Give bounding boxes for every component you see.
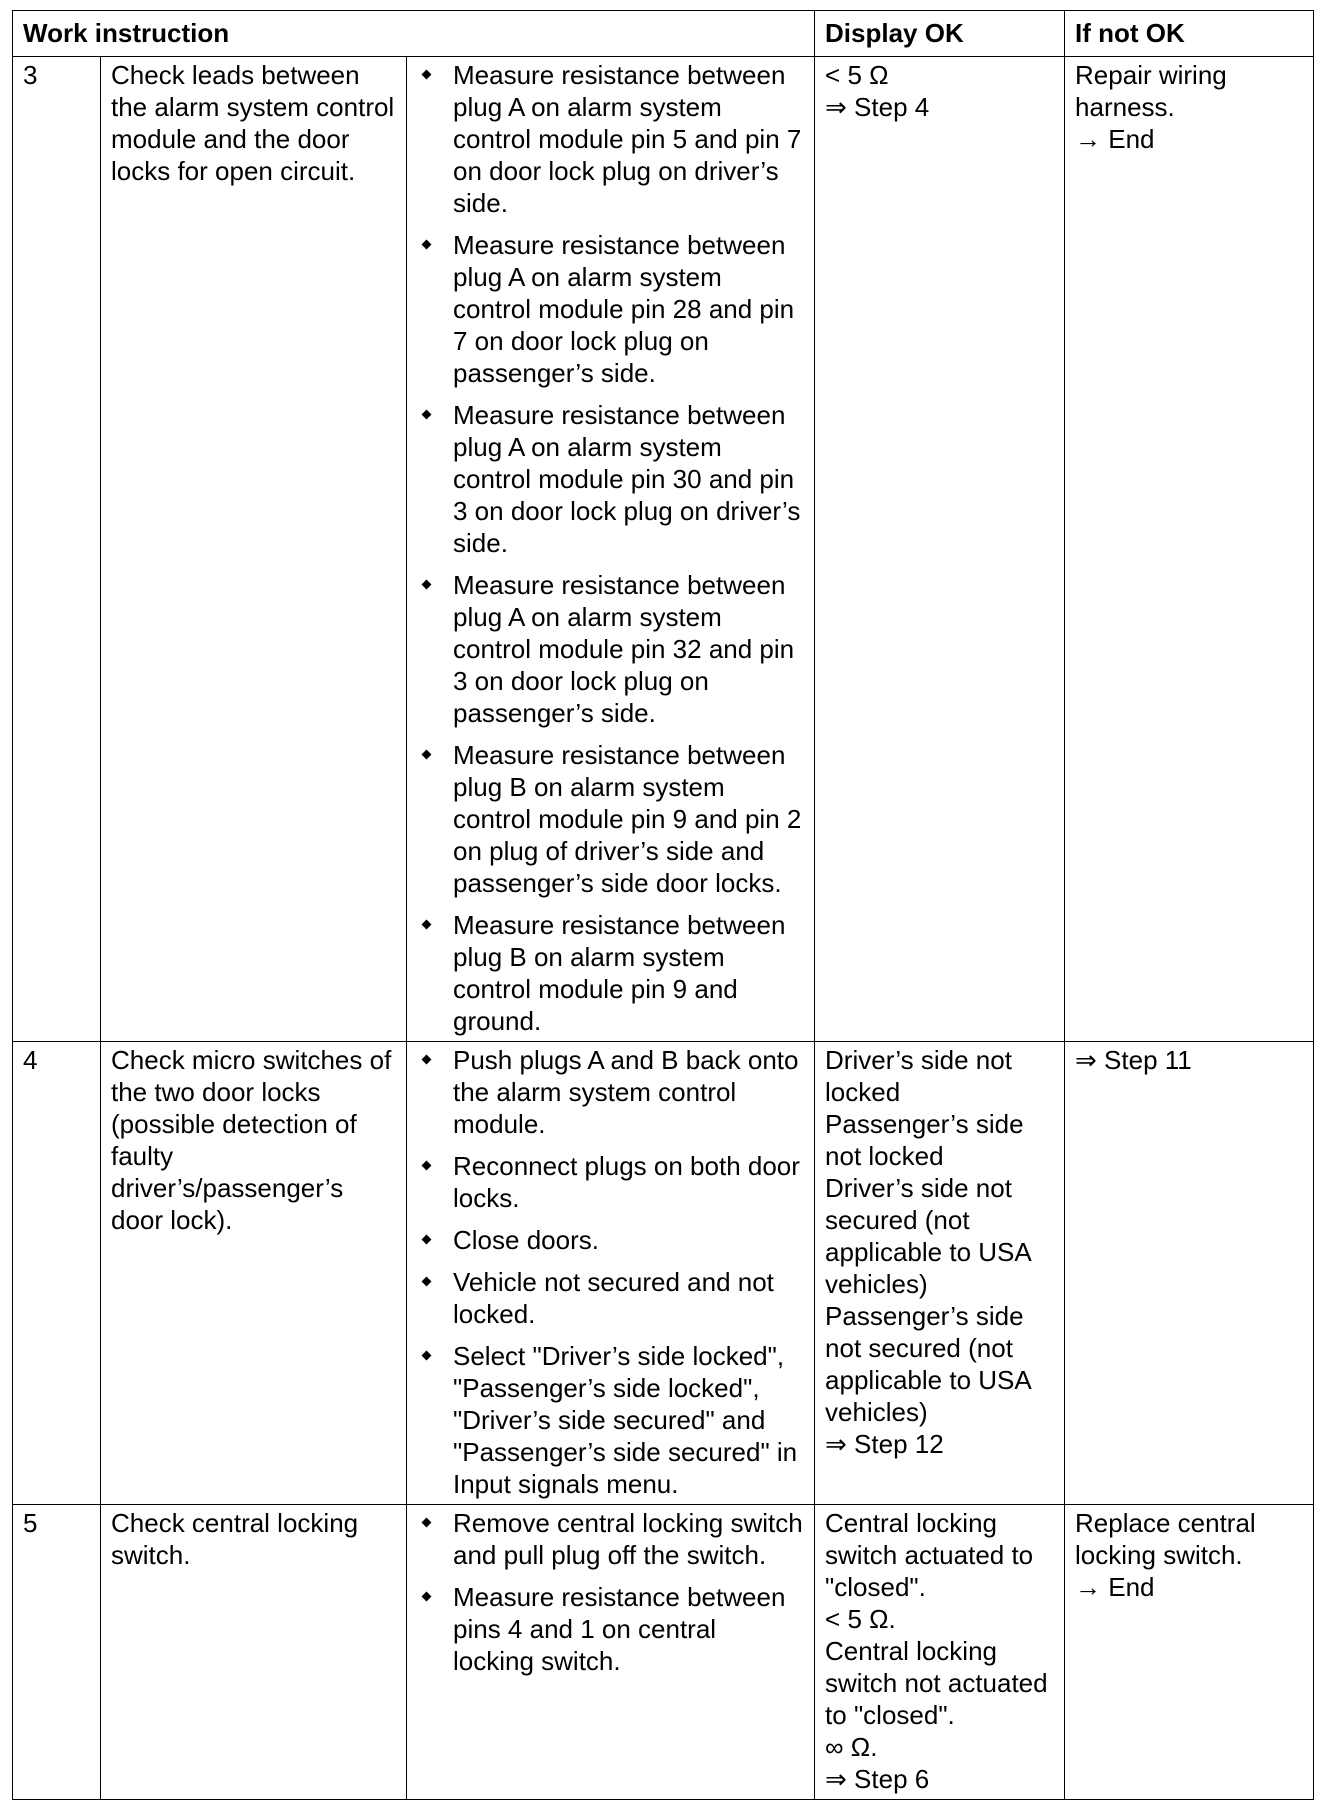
display-ok-cell — [815, 57, 1065, 1042]
bullet-diamond-icon — [422, 1518, 432, 1528]
list-item — [417, 399, 804, 559]
list-item — [417, 1507, 804, 1571]
bullet-diamond-icon — [422, 1161, 432, 1171]
instruction-text: Measure resistance between plug A on alarm system control module pin 28 and pin 7 on door lock plug on passenger’s side. — [453, 230, 795, 388]
display-ok-line: ∞ Ω. — [825, 1732, 878, 1762]
table-row — [13, 57, 1314, 1042]
display-ok-line: Driver’s side not locked — [825, 1045, 1012, 1107]
list-item — [417, 1340, 804, 1500]
display-ok-line: Central locking switch not actuated to "closed". — [825, 1636, 1048, 1730]
if-not-ok-line: ⇒ Step 11 — [1075, 1045, 1192, 1075]
bullet-diamond-icon — [422, 70, 432, 80]
instruction-steps — [407, 1042, 815, 1505]
list-item — [417, 569, 804, 729]
list-item — [417, 1224, 804, 1256]
list-item — [417, 229, 804, 389]
bullet-diamond-icon — [422, 1277, 432, 1287]
table-row — [13, 1505, 1314, 1800]
table-body — [13, 57, 1314, 1800]
list-item — [417, 1581, 804, 1677]
instruction-list — [417, 59, 804, 1037]
instruction-text: Remove central locking switch and pull plug off the switch. — [453, 1508, 803, 1570]
instruction-text: Measure resistance between plug A on alarm system control module pin 5 and pin 7 on door lock plug on driver’s side. — [453, 60, 802, 218]
work-instruction-table — [12, 10, 1314, 1800]
task-description: Check leads between the alarm system control module and the door locks for open circuit. — [101, 57, 407, 1042]
task-description: Check micro switches of the two door locks (possible detection of faulty driver’s/passenger’s door lock). — [101, 1042, 407, 1505]
task-description: Check central locking switch. — [101, 1505, 407, 1800]
display-ok-line: ⇒ Step 4 — [825, 92, 930, 122]
step-number: 4 — [13, 1042, 101, 1505]
bullet-diamond-icon — [422, 1351, 432, 1361]
display-ok-cell — [815, 1042, 1065, 1505]
bullet-diamond-icon — [422, 750, 432, 760]
list-item — [417, 909, 804, 1037]
if-not-ok-line: Repair wiring harness. — [1075, 60, 1227, 122]
instruction-text: Select "Driver’s side locked", "Passenger’s side locked", "Driver’s side secured" and "Passenger’s side secured" in Input signals menu. — [453, 1341, 798, 1499]
list-item — [417, 739, 804, 899]
list-item — [417, 1044, 804, 1140]
instruction-text: Measure resistance between plug B on alarm system control module pin 9 and pin 2 on plug of driver’s side and passenger’s side door locks. — [453, 740, 802, 898]
if-not-ok-cell — [1065, 1042, 1314, 1505]
bullet-diamond-icon — [422, 1235, 432, 1245]
instruction-steps — [407, 1505, 815, 1800]
display-ok-line: Driver’s side not secured (not applicable to USA vehicles) — [825, 1173, 1031, 1299]
if-not-ok-cell — [1065, 57, 1314, 1042]
if-not-ok-line: → End — [1075, 1572, 1155, 1602]
instruction-text: Measure resistance between plug A on alarm system control module pin 32 and pin 3 on door lock plug on passenger’s side. — [453, 570, 795, 728]
bullet-diamond-icon — [422, 920, 432, 930]
display-ok-line: Passenger’s side not secured (not applicable to USA vehicles) — [825, 1301, 1031, 1427]
bullet-diamond-icon — [422, 1592, 432, 1602]
instruction-list — [417, 1044, 804, 1500]
instruction-text: Measure resistance between pins 4 and 1 on central locking switch. — [453, 1582, 786, 1676]
step-number: 3 — [13, 57, 101, 1042]
instruction-text: Measure resistance between plug A on alarm system control module pin 30 and pin 3 on door lock plug on driver’s side. — [453, 400, 801, 558]
instruction-steps — [407, 57, 815, 1042]
display-ok-line: < 5 Ω — [825, 60, 889, 90]
instruction-list — [417, 1507, 804, 1677]
bullet-diamond-icon — [422, 240, 432, 250]
display-ok-line: Passenger’s side not locked — [825, 1109, 1024, 1171]
header-work-instruction: Work instruction — [13, 11, 815, 57]
list-item — [417, 1266, 804, 1330]
display-ok-line: ⇒ Step 12 — [825, 1429, 944, 1459]
list-item — [417, 1150, 804, 1214]
display-ok-line: Central locking switch actuated to "closed". — [825, 1508, 1034, 1602]
bullet-diamond-icon — [422, 410, 432, 420]
step-number: 5 — [13, 1505, 101, 1800]
instruction-text: Push plugs A and B back onto the alarm system control module. — [453, 1045, 799, 1139]
display-ok-line: < 5 Ω. — [825, 1604, 896, 1634]
if-not-ok-line: → End — [1075, 124, 1155, 154]
display-ok-line: ⇒ Step 6 — [825, 1764, 930, 1794]
instruction-text: Reconnect plugs on both door locks. — [453, 1151, 800, 1213]
if-not-ok-line: Replace central locking switch. — [1075, 1508, 1256, 1570]
table-row — [13, 1042, 1314, 1505]
instruction-text: Vehicle not secured and not locked. — [453, 1267, 774, 1329]
bullet-diamond-icon — [422, 580, 432, 590]
list-item — [417, 59, 804, 219]
instruction-text: Close doors. — [453, 1225, 599, 1255]
if-not-ok-cell — [1065, 1505, 1314, 1800]
table-header-row — [13, 11, 1314, 57]
header-if-not-ok: If not OK — [1065, 11, 1314, 57]
display-ok-cell — [815, 1505, 1065, 1800]
bullet-diamond-icon — [422, 1055, 432, 1065]
instruction-text: Measure resistance between plug B on alarm system control module pin 9 and ground. — [453, 910, 786, 1036]
header-display-ok: Display OK — [815, 11, 1065, 57]
